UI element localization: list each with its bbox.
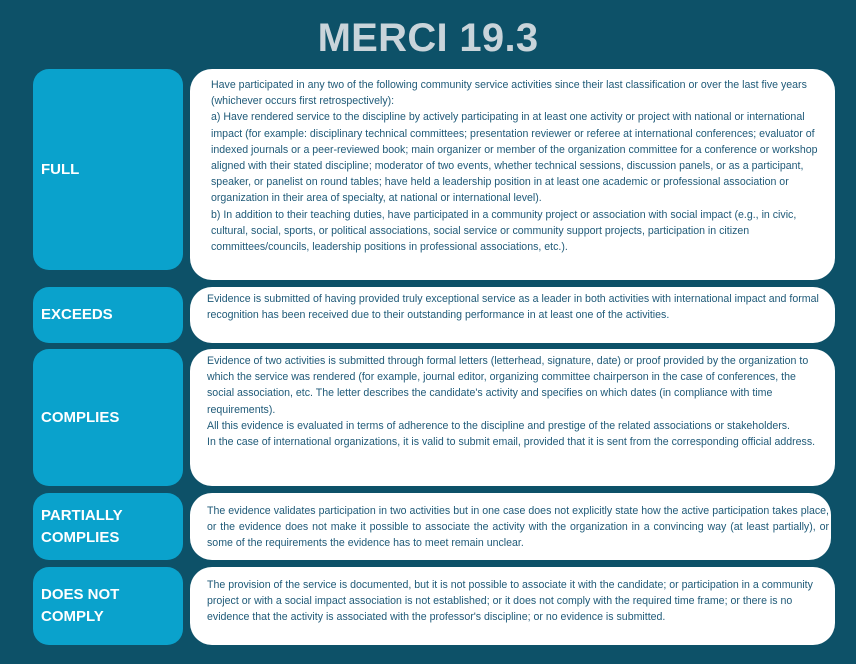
rating-label-text: EXCEEDS — [41, 306, 113, 323]
rating-label-full — [33, 69, 183, 270]
rating-label-partially-complies — [33, 493, 183, 560]
rating-description-complies: Evidence of two activities is submitted through formal letters (letterhead, signature, date) or proof provided by the organization to which the service was rendered (for example, journal editor, organizing committee chairperson in the case of conferences, the social association, etc. The letter describes the candidate's activity and specifies on which dates (in compliance with time requirements). All this evidence is evaluated in terms of adherence to the discipline and prestige of the related associations or stakeholders. In the case of international organizations, it is valid to submit email, provided that it is sent from the corresponding official address. — [190, 349, 835, 486]
rating-description-full: Have participated in any two of the following community service activities since their last classification or over the last five years (whichever occurs first retrospectively): a) Have rendered service to the discipline by actively participating in at least one activity or project with national or international impact (for example: disciplinary technical committees; presentation reviewer or referee at international conferences; evaluator of indexed journals or a peer-reviewed book; main organizer or member of the organization committee for a conference or workshop aligned with their stated discipline; moderator of two events, whether technical sessions, discussion panels, or as a participant, speaker, or panelist on round tables; have held a leadership position in at least one academic or professional association or organization in their area of specialty, at national or international level). b) In addition to their teaching duties, have participated in a community project or association with social impact (e.g., in civic, cultural, social, sports, or political associations, social service or community support projects, participation in citizen committees/councils, leadership positions in professional associations, etc.). — [190, 69, 835, 280]
rating-label-text: COMPLIES — [41, 408, 120, 426]
rating-label-text: FULL — [41, 160, 80, 178]
rating-description-exceeds: Evidence is submitted of having provided truly exceptional service as a leader in both activities with international impact and formal recognition has been received due to their outstanding performance in at least one of the activities. — [190, 287, 835, 343]
rating-description-does-not-comply: The provision of the service is documented, but it is not possible to associate it with the candidate; or participation in a community project or with a social impact association is not established; or it does not comply with the required time frame; or there is no evidence that the activity is associated with the professor's discipline; or no evidence is submitted. — [190, 567, 835, 645]
page-title: MERCI 19.3 — [317, 16, 539, 60]
rating-description-partially-complies: The evidence validates participation in two activities but in one case does not explicitly state how the active participation takes place, or the evidence does not make it possible to associate the activity with the organization in a convincing way (at least partially), or some of the requirements the evidence has to meet remain unclear. — [190, 493, 831, 560]
rating-label-text: DOES NOT COMPLY — [41, 586, 120, 625]
rating-label-does-not-comply — [33, 567, 183, 645]
rating-label-exceeds — [33, 287, 183, 343]
rating-label-complies — [33, 349, 183, 486]
rating-label-text: PARTIALLY COMPLIES — [41, 506, 123, 546]
